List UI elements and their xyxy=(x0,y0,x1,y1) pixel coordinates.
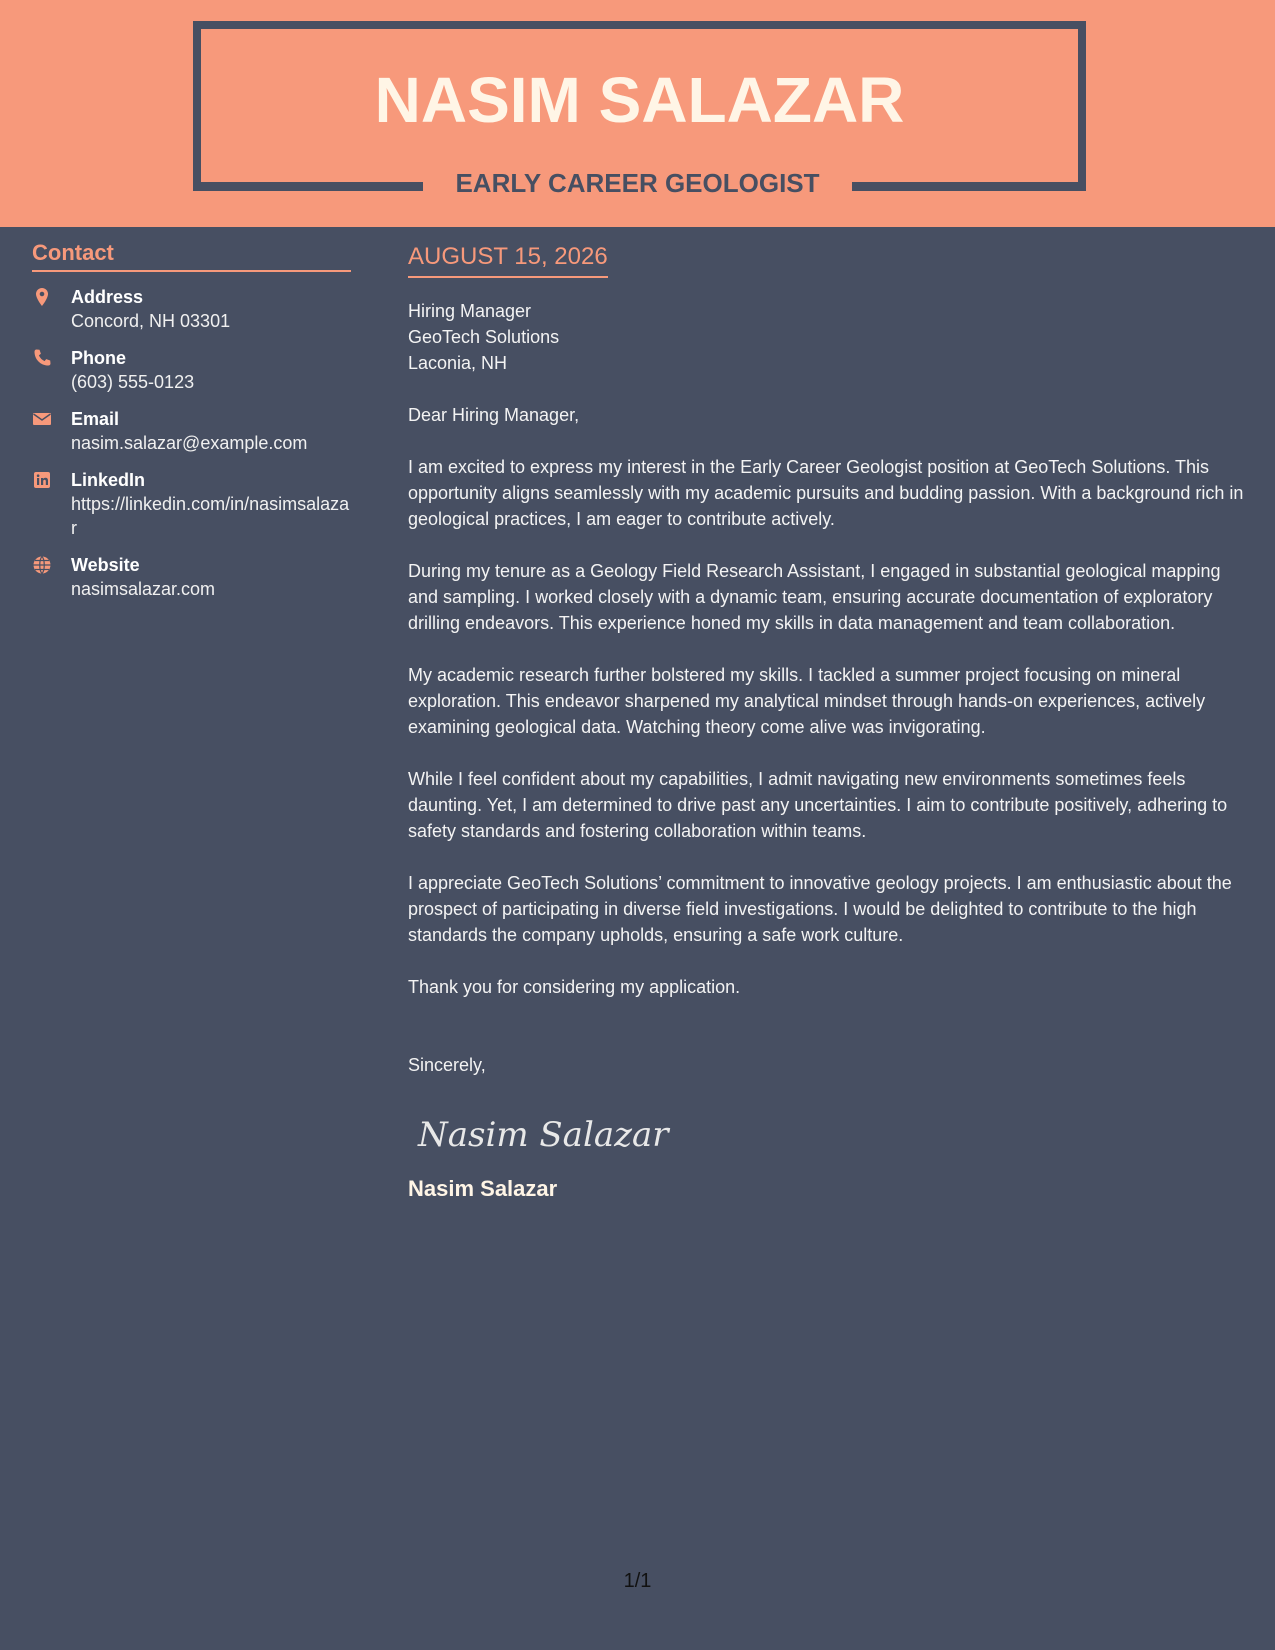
contact-email xyxy=(32,407,351,455)
letter-paragraph: I appreciate GeoTech Solutions’ commitment to innovative geology projects. I am enthusiastic about the prospect of participating in diverse field investigations. I would be delighted to contribute to the high standards the company upholds, ensuring a safe work culture. xyxy=(408,873,1232,945)
contact-sidebar xyxy=(32,240,351,601)
globe-icon xyxy=(32,555,52,575)
envelope-icon xyxy=(32,409,52,429)
letter-paragraph: While I feel confident about my capabilities, I admit navigating new environments sometimes feels daunting. Yet, I am determined to drive past any uncertainties. I aim to contribute positively, adhering to safety standards and fostering collaboration within teams. xyxy=(408,769,1228,841)
contact-website xyxy=(32,553,351,601)
header-frame-bottom-right xyxy=(852,182,1086,191)
contact-phone xyxy=(32,346,351,394)
linkedin-icon xyxy=(32,470,52,490)
job-title: EARLY CAREER GEOLOGIST xyxy=(455,168,820,198)
letter-body xyxy=(408,244,1248,1202)
signer-name: Nasim Salazar xyxy=(408,1176,558,1201)
contact-email-label: Email xyxy=(71,409,120,429)
contact-phone-value: (603) 555-0123 xyxy=(71,372,195,392)
recipient-line: GeoTech Solutions xyxy=(408,327,560,347)
recipient-line: Hiring Manager xyxy=(408,301,532,321)
signature xyxy=(416,1104,1248,1160)
contact-heading: Contact xyxy=(32,240,351,272)
phone-icon xyxy=(32,348,52,368)
contact-linkedin xyxy=(32,468,351,540)
letter-paragraph: My academic research further bolstered my skills. I tackled a summer project focusing on mineral exploration. This endeavor sharpened my analytical mindset through hands-on experiences, actively examining geological data. Watching theory come alive was invigorating. xyxy=(408,665,1206,737)
candidate-name: NASIM SALAZAR xyxy=(374,64,905,136)
recipient-block xyxy=(408,298,1248,376)
letter-paragraph: I am excited to express my interest in the Early Career Geologist position at GeoTech Solutions. This opportunity aligns seamlessly with my academic pursuits and budding passion. With a background rich in geological practices, I am eager to contribute actively. xyxy=(408,457,1244,529)
greeting: Dear Hiring Manager, xyxy=(408,405,580,425)
contact-address-value: Concord, NH 03301 xyxy=(71,311,231,331)
letter-paragraph: Thank you for considering my application. xyxy=(408,977,741,997)
map-pin-icon xyxy=(32,287,52,307)
contact-email-value[interactable]: nasim.salazar@example.com xyxy=(71,433,308,453)
contact-linkedin-value[interactable]: https://linkedin.com/in/nasimsalazar xyxy=(71,494,350,538)
recipient-line: Laconia, NH xyxy=(408,353,508,373)
page-number: 1/1 xyxy=(623,1570,652,1592)
contact-address xyxy=(32,285,351,333)
signature-text: Nasim Salazar xyxy=(418,1115,669,1155)
letter-date: AUGUST 15, 2026 xyxy=(408,244,608,278)
closing: Sincerely, xyxy=(408,1055,486,1075)
contact-website-value[interactable]: nasimsalazar.com xyxy=(71,579,216,599)
header-band xyxy=(0,0,1275,227)
contact-website-label: Website xyxy=(71,555,140,575)
header-frame-bottom-left xyxy=(193,182,423,191)
contact-linkedin-label: LinkedIn xyxy=(71,470,146,490)
letter-paragraph: During my tenure as a Geology Field Research Assistant, I engaged in substantial geological mapping and sampling. I worked closely with a dynamic team, ensuring accurate documentation of exploratory drilling endeavors. This experience honed my skills in data management and team collaboration. xyxy=(408,561,1221,633)
contact-phone-label: Phone xyxy=(71,348,127,368)
contact-address-label: Address xyxy=(71,287,144,307)
